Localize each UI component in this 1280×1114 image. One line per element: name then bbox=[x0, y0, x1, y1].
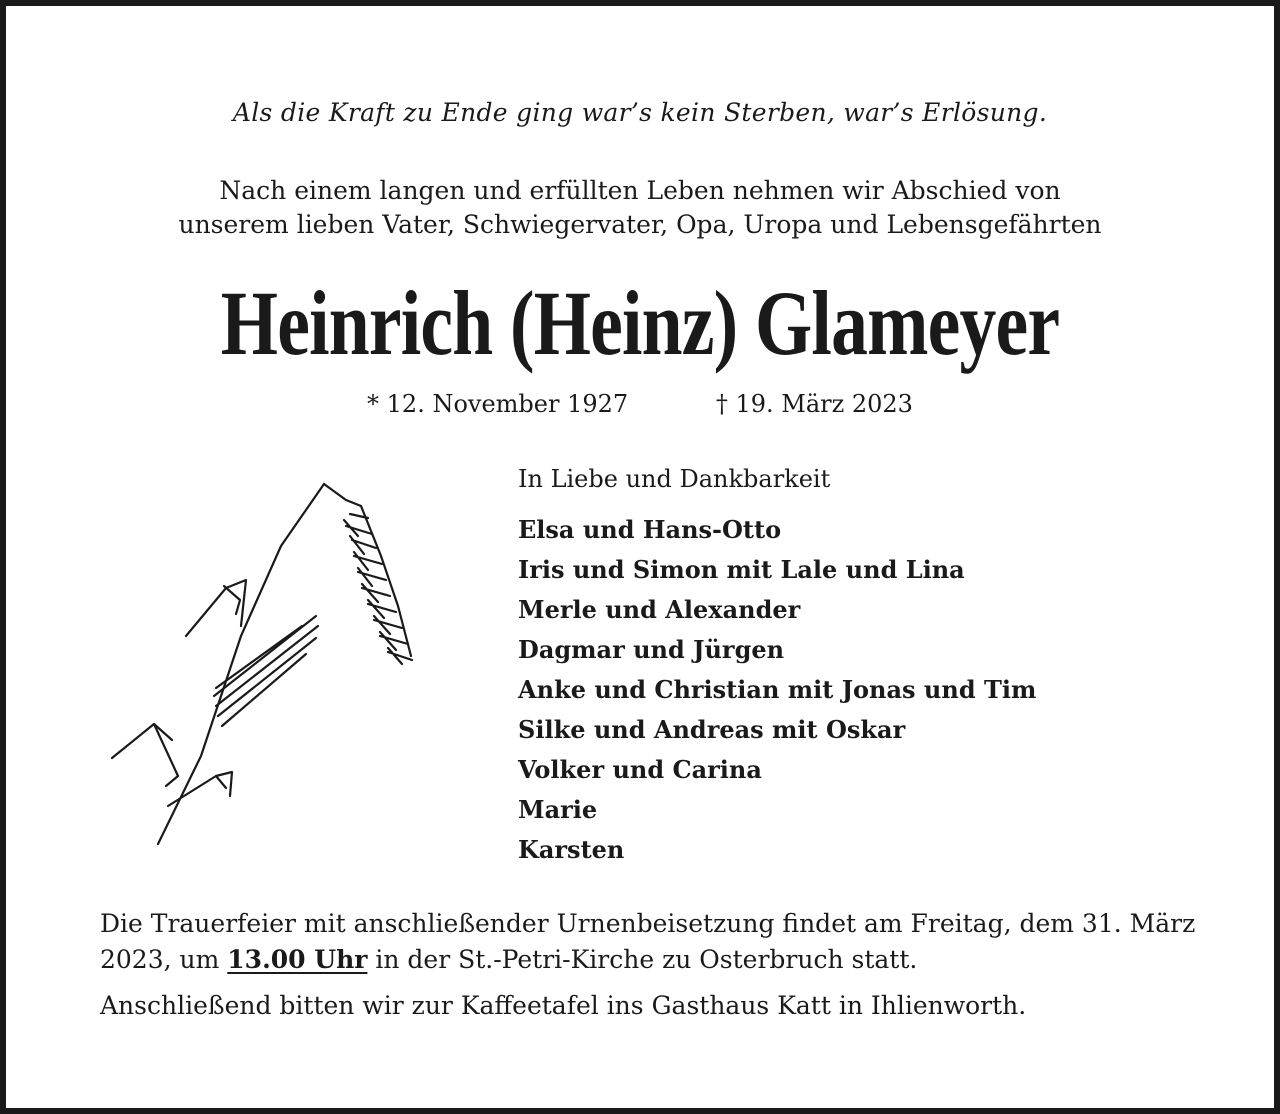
life-dates bbox=[6, 390, 1274, 418]
family-member: Dagmar und Jürgen bbox=[518, 635, 785, 664]
intro-line-2: unserem lieben Vater, Schwiegervater, Opa, Uropa und Lebensgefährten bbox=[178, 210, 1102, 239]
grass-ear-sketch-icon bbox=[106, 476, 436, 856]
family-member: Silke und Andreas mit Oskar bbox=[518, 715, 906, 744]
family-member: Marie bbox=[518, 795, 598, 824]
family-member: Iris und Simon mit Lale und Lina bbox=[518, 555, 965, 584]
family-member: Merle und Alexander bbox=[518, 595, 801, 624]
family-member: Elsa und Hans-Otto bbox=[518, 515, 782, 544]
intro-text bbox=[6, 174, 1274, 242]
family-heading: In Liebe und Dankbarkeit bbox=[518, 465, 831, 493]
funeral-service-text bbox=[100, 906, 1200, 978]
motto-text: Als die Kraft zu Ende ging war’s kein Sterben, war’s Erlösung. bbox=[232, 98, 1048, 127]
family-member: Karsten bbox=[518, 835, 625, 864]
family-member: Volker und Carina bbox=[518, 755, 762, 784]
service-text-after: in der St.-Petri-Kirche zu Osterbruch statt. bbox=[367, 945, 918, 974]
service-time: 13.00 Uhr bbox=[227, 945, 368, 974]
intro-line-1: Nach einem langen und erfüllten Leben nehmen wir Abschied von bbox=[219, 176, 1061, 205]
birth-date: * 12. November 1927 bbox=[367, 390, 629, 418]
death-date: † 19. März 2023 bbox=[715, 390, 913, 418]
family-member: Anke und Christian mit Jonas und Tim bbox=[518, 675, 1037, 704]
deceased-name: Heinrich (Heinz) Glameyer bbox=[220, 272, 1060, 374]
reception-text: Anschließend bitten wir zur Kaffeetafel ins Gasthaus Katt in Ihlienworth. bbox=[100, 991, 1027, 1020]
service-text-before: Die Trauerfeier mit anschließender Urnenbeisetzung findet am Freitag, dem 31. März 2023, um bbox=[100, 909, 1196, 974]
family-list bbox=[518, 510, 1218, 870]
family-section bbox=[518, 462, 1218, 870]
